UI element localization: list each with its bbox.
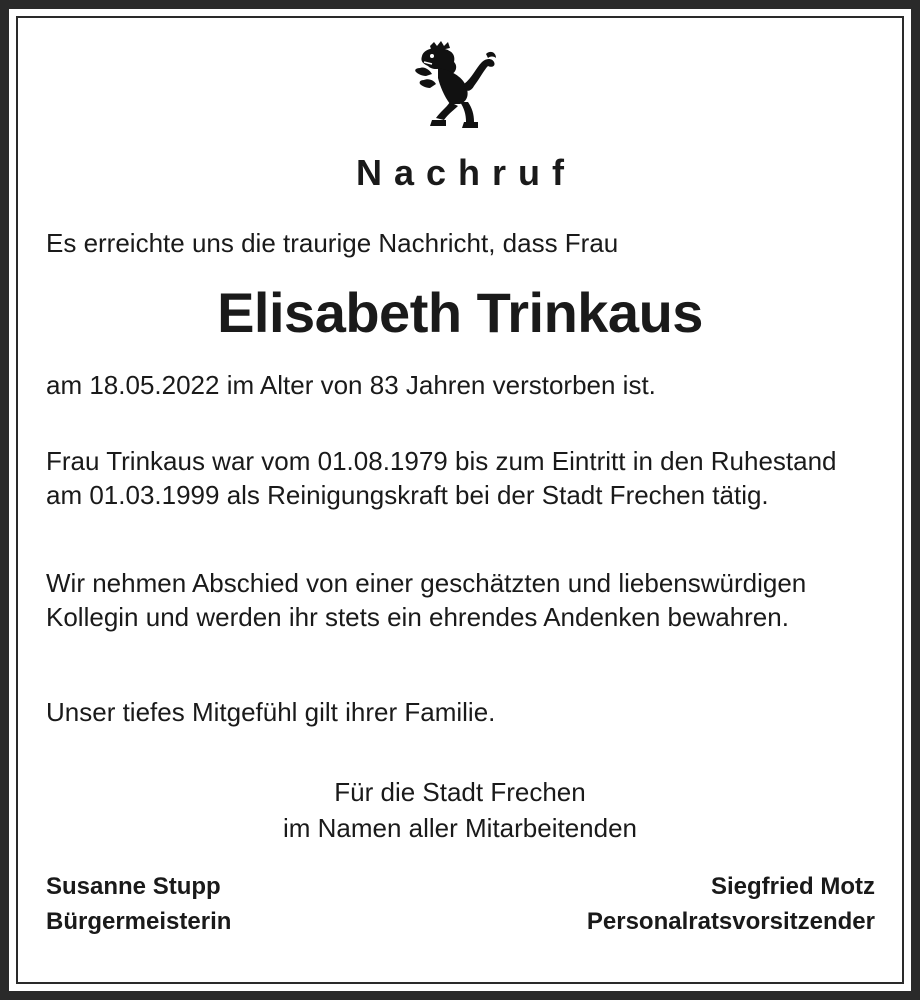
- signature-right: [587, 869, 875, 939]
- closing-line-1: Für die Stadt Frechen: [334, 777, 586, 807]
- signature-left: [46, 869, 231, 939]
- signature-right-name: Siegfried Motz: [710, 873, 875, 900]
- intro-text: Es erreichte uns die traurige Nachricht, dass Frau: [46, 228, 619, 258]
- signature-left-name: Susanne Stupp: [46, 873, 221, 900]
- death-line: am 18.05.2022 im Alter von 83 Jahren verstorben ist.: [46, 370, 656, 400]
- heraldic-lion-crest-icon: [410, 40, 500, 130]
- farewell-paragraph: Wir nehmen Abschied von einer geschätzten und liebenswürdigen Kollegin und werden ihr stets ein ehrendes Andenken bewahren.: [46, 568, 807, 632]
- signature-right-role: Personalratsvorsitzender: [586, 908, 875, 935]
- employment-paragraph: Frau Trinkaus war vom 01.08.1979 bis zum Eintritt in den Ruhestand am 01.03.1999 als Reinigungskraft bei der Stadt Frechen tätig.: [46, 446, 837, 510]
- deceased-name: Elisabeth Trinkaus: [217, 281, 703, 344]
- closing-line-2: im Namen aller Mitarbeitenden: [282, 813, 638, 843]
- signature-left-role: Bürgermeisterin: [46, 908, 232, 935]
- page-title: Nachruf: [355, 152, 577, 193]
- condolence-paragraph: Unser tiefes Mitgefühl gilt ihrer Familie.: [46, 697, 496, 727]
